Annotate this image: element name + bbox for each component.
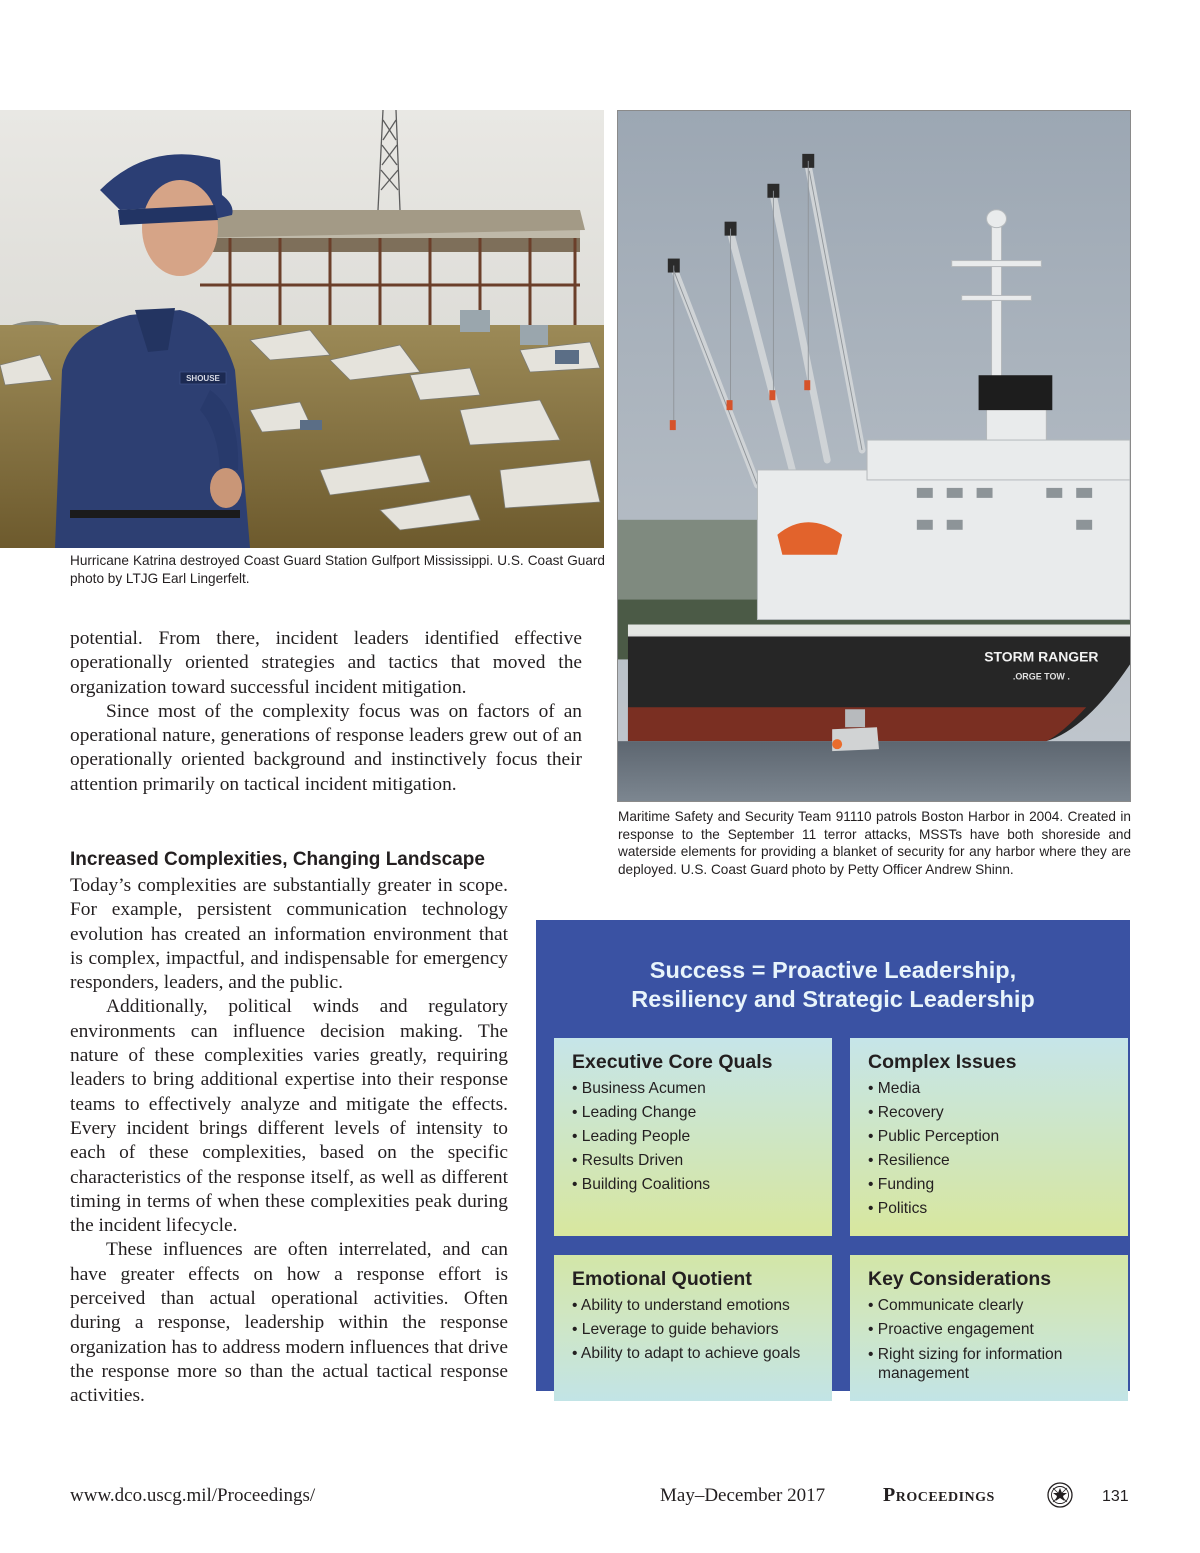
photo-caption-right: Maritime Safety and Security Team 91110 patrols Boston Harbor in 2004. Created in response to the September 11 terror attacks, MSSTs have both shoreside and waterside elements for providing a blanket of security for any harbor where they are deployed. U.S. Coast Guard photo by Petty Officer Andrew Shinn. — [618, 809, 1131, 877]
list-item: • Funding — [868, 1176, 935, 1193]
footer-magazine-title: Proceedings — [883, 1484, 995, 1506]
list-item: • Business Acumen — [572, 1080, 706, 1097]
infographic-title-line2: Resiliency and Strategic Leadership — [631, 986, 1035, 1012]
card-heading: Key Considerations — [868, 1268, 1052, 1290]
list-item: • Building Coalitions — [572, 1176, 711, 1193]
list-item: • Leverage to guide behaviors — [572, 1321, 779, 1338]
article-paragraph: Today’s complexities are substantially greater in scope. For example, persistent communication technology evolution has created an information environment that is complex, impactful, and indispensable for emergency responders, leaders, and the public. — [70, 875, 508, 994]
article-column-lower — [70, 848, 508, 1409]
page-number: 131 — [1102, 1488, 1129, 1505]
article-column-top — [70, 627, 582, 797]
card-emotional-quotient — [554, 1255, 832, 1401]
card-heading: Complex Issues — [868, 1051, 1017, 1073]
infographic-title-line1: Success = Proactive Leadership, — [649, 957, 1017, 983]
list-item: • Communicate clearly — [868, 1297, 1024, 1314]
article-paragraph: Since most of the complexity focus was on factors of an operational nature, generations of response leaders grew out of an operationally oriented background and instinctively focus their attention primarily on tactical incident mitigation. — [70, 700, 582, 795]
photo-caption-left: Hurricane Katrina destroyed Coast Guard Station Gulfport Mississippi. U.S. Coast Guard photo by LTJG Earl Lingerfelt. — [70, 553, 605, 586]
article-paragraph: These influences are often interrelated, and can have greater effects on how a response effort is perceived than actual operational activities. Often during a response, leadership within the response organization has to address modern influences that drive the response more so than the actual tactical response activities. — [70, 1239, 508, 1407]
card-list — [572, 1077, 822, 1197]
hurricane-katrina-photo — [0, 110, 604, 548]
card-key-considerations — [850, 1255, 1128, 1401]
card-heading: Emotional Quotient — [572, 1268, 752, 1290]
footer-issue-date: May–December 2017 — [660, 1485, 826, 1506]
list-item: • Recovery — [868, 1104, 944, 1121]
card-heading: Executive Core Quals — [572, 1051, 773, 1073]
list-item: • Public Perception — [868, 1128, 1000, 1145]
list-item: • Media — [868, 1080, 921, 1097]
list-item: • Politics — [868, 1200, 928, 1217]
storm-ranger-ship-photo — [617, 110, 1131, 802]
article-paragraph: Additionally, political winds and regulatory environments can influence decision making. The nature of these complexities varies greatly, requiring leaders to bring additional expertise into their response teams to effectively analyze and mitigate the effects. Every incident brings different levels of intensity to each of these complexities, based on the specific characteristics of the response itself, as well as different timing in terms of when these complexities peak during the incident lifecycle. — [70, 996, 508, 1237]
list-item: • Proactive engagement — [868, 1321, 1034, 1338]
list-item: • Leading Change — [572, 1104, 697, 1121]
list-item: • Resilience — [868, 1152, 950, 1169]
list-item: • Right sizing for information management — [868, 1346, 1063, 1382]
coast-guard-seal-icon — [1047, 1482, 1073, 1508]
card-list — [868, 1294, 1118, 1383]
leadership-infographic — [536, 920, 1130, 1391]
name-tag-text: SHOUSE — [186, 374, 220, 383]
section-subhead: Increased Complexities, Changing Landscape — [70, 849, 485, 870]
card-complex-issues — [850, 1038, 1128, 1236]
card-list — [868, 1077, 1118, 1221]
card-list — [572, 1294, 822, 1366]
list-item: • Results Driven — [572, 1152, 684, 1169]
infographic-title — [536, 956, 1130, 1014]
card-executive-core-quals — [554, 1038, 832, 1236]
article-paragraph: potential. From there, incident leaders identified effective operationally oriented strategies and tactics that moved the organization toward successful incident mitigation. — [70, 628, 582, 698]
list-item: • Leading People — [572, 1128, 691, 1145]
ship-port-text: .ORGE TOW . — [1012, 671, 1070, 682]
footer-url: www.dco.uscg.mil/Proceedings/ — [70, 1485, 316, 1506]
list-item: • Ability to adapt to achieve goals — [572, 1345, 801, 1362]
ship-name-text: STORM RANGER — [984, 648, 1099, 665]
list-item: • Ability to understand emotions — [572, 1297, 790, 1314]
